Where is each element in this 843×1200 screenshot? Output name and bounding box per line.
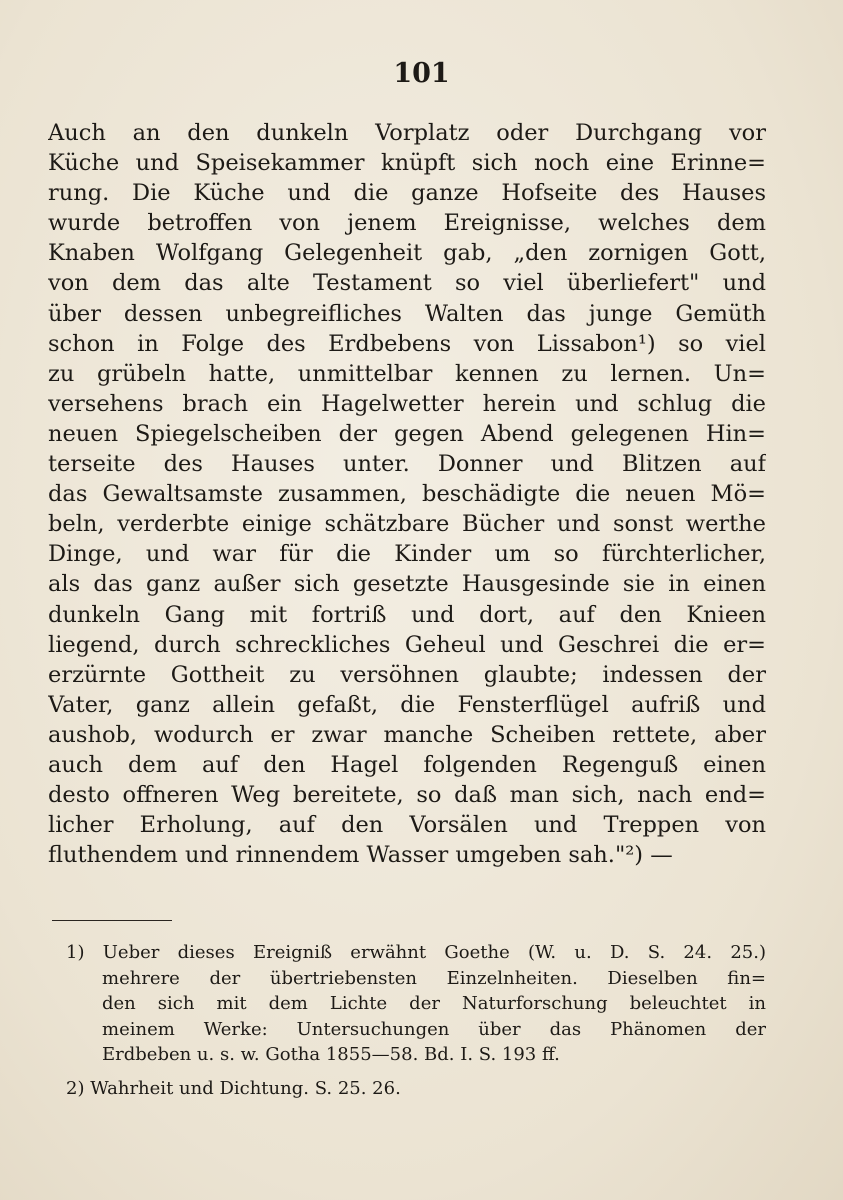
footnote-1 bbox=[66, 940, 766, 1068]
text-line: terseite des Hauses unter. Donner und Blitzen auf bbox=[48, 451, 766, 478]
text-line: aushob, wodurch er zwar manche Scheiben rettete, aber bbox=[48, 721, 766, 748]
text-line: Dinge, und war für die Kinder um so fürchterlicher, bbox=[48, 541, 766, 568]
footnote-line: Erdbeben u. s. w. Gotha 1855—58. Bd. I. S. 193 ff. bbox=[102, 1044, 560, 1065]
footnotes bbox=[66, 940, 766, 1101]
text-line: dunkeln Gang mit fortriß und dort, auf den Knieen bbox=[48, 601, 766, 628]
footnote-line: 2) Wahrheit und Dichtung. S. 25. 26. bbox=[66, 1077, 401, 1099]
body-text bbox=[48, 118, 766, 870]
footnote-divider bbox=[52, 920, 172, 921]
text-line: von dem das alte Testament so viel überliefert" und bbox=[48, 270, 766, 297]
text-line: Vater, ganz allein gefaßt, die Fensterflügel aufriß und bbox=[48, 691, 766, 718]
text-line: über dessen unbegreifliches Walten das junge Gemüth bbox=[48, 300, 766, 327]
footnote-line: den sich mit dem Lichte der Naturforschung beleuchtet in bbox=[102, 993, 766, 1014]
text-line: rung. Die Küche und die ganze Hofseite des Hauses bbox=[48, 180, 766, 207]
text-line: auch dem auf den Hagel folgenden Regenguß einen bbox=[48, 751, 766, 778]
text-line: schon in Folge des Erdbebens von Lissabon¹) so viel bbox=[48, 330, 766, 357]
text-line: zu grübeln hatte, unmittelbar kennen zu lernen. Un= bbox=[48, 360, 766, 387]
footnote-spacer bbox=[66, 1068, 766, 1076]
text-line: versehens brach ein Hagelwetter herein und schlug die bbox=[48, 390, 766, 417]
text-line: erzürnte Gottheit zu versöhnen glaubte; indessen der bbox=[48, 661, 766, 688]
text-line: Auch an den dunkeln Vorplatz oder Durchgang vor bbox=[48, 120, 766, 146]
text-line: wurde betroffen von jenem Ereignisse, welches dem bbox=[48, 210, 766, 237]
text-line: als das ganz außer sich gesetzte Hausgesinde sie in einen bbox=[48, 571, 766, 598]
text-line: fluthendem und rinnendem Wasser umgeben sah."²) — bbox=[48, 842, 673, 869]
text-line: beln, verderbte einige schätzbare Bücher und sonst werthe bbox=[48, 511, 766, 538]
text-line: Knaben Wolfgang Gelegenheit gab, „den zornigen Gott, bbox=[48, 240, 766, 267]
text-line: Küche und Speisekammer knüpft sich noch eine Erinne= bbox=[48, 150, 766, 177]
footnote-2 bbox=[66, 1076, 766, 1102]
text-line: liegend, durch schreckliches Geheul und Geschrei die er= bbox=[48, 631, 766, 658]
page-number: 101 bbox=[393, 58, 450, 89]
text-line: das Gewaltsamste zusammen, beschädigte die neuen Mö= bbox=[48, 481, 766, 508]
text-line: neuen Spiegelscheiben der gegen Abend gelegenen Hin= bbox=[48, 420, 766, 447]
text-line: licher Erholung, auf den Vorsälen und Treppen von bbox=[48, 812, 766, 839]
footnote-line: meinem Werke: Untersuchungen über das Phänomen der bbox=[102, 1018, 766, 1040]
text-line: desto offneren Weg bereitete, so daß man sich, nach end= bbox=[48, 782, 766, 809]
footnote-line: 1) Ueber dieses Ereigniß erwähnt Goethe (W. u. D. S. 24. 25.) bbox=[66, 942, 766, 963]
footnote-line: mehrere der übertriebensten Einzelnheiten. Dieselben fin= bbox=[102, 967, 766, 989]
